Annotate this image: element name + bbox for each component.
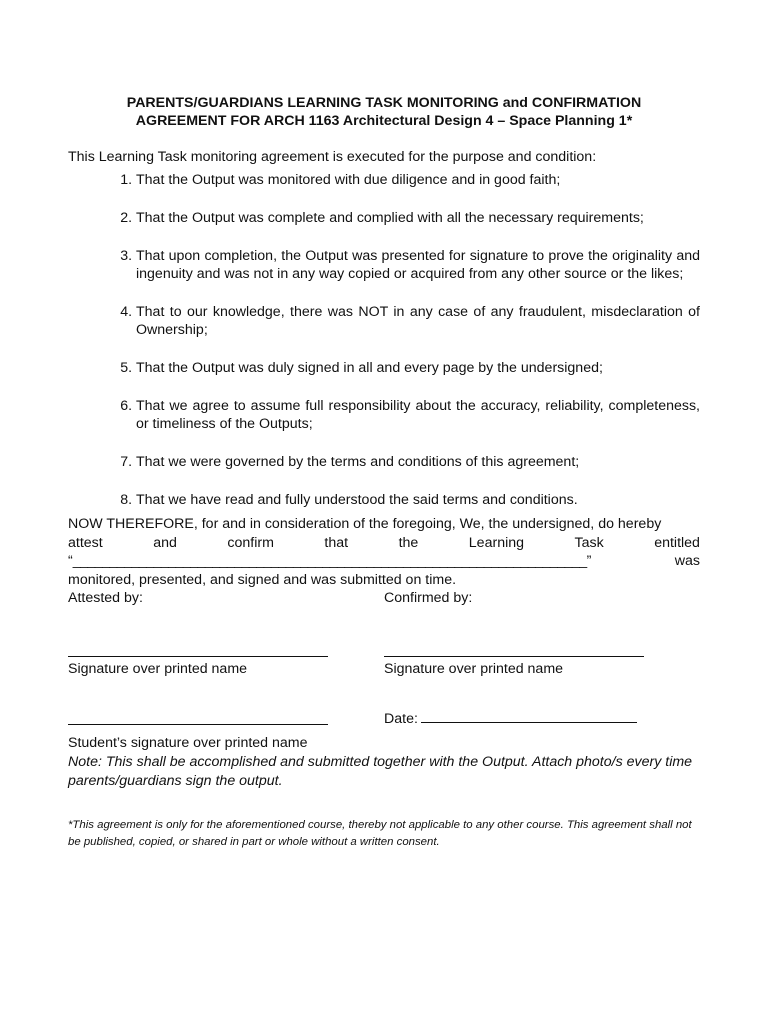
condition-item: 4. That to our knowledge, there was NOT in any case of any fraudulent, misdeclaration of Ownership; xyxy=(136,303,700,339)
word: that xyxy=(324,534,349,551)
conditions-list xyxy=(68,171,700,509)
parent-signature-line[interactable] xyxy=(68,655,328,657)
signature-label-right: Signature over printed name xyxy=(384,661,564,678)
open-quote: “ xyxy=(68,553,73,570)
was-word: was xyxy=(674,553,700,570)
condition-item: 6. That we agree to assume full responsibility about the accuracy, reliability, completeness, or timeliness of the Outputs; xyxy=(136,397,700,433)
close-quote: ” xyxy=(586,553,592,570)
word: Task xyxy=(574,534,604,551)
footnote-text: *This agreement is only for the aforementioned course, thereby not applicable to any other course. This agreement shall not be published, copied, or shared in part or whole without a written consent. xyxy=(68,819,692,849)
task-title-blank[interactable]: ______________________________________________________________________ xyxy=(72,553,587,570)
now-therefore-paragraph xyxy=(68,515,700,589)
word: and xyxy=(153,534,177,551)
word: confirm xyxy=(227,534,274,551)
condition-item: 3. That upon completion, the Output was presented for signature to prove the originality and ingenuity and was not in any way copied or acquired from any other source or the likes; xyxy=(136,247,700,283)
word: the xyxy=(398,534,419,551)
attested-by-label: Attested by: xyxy=(68,590,143,607)
title-line-1: PARENTS/GUARDIANS LEARNING TASK MONITORING and CONFIRMATION xyxy=(126,95,642,111)
condition-item: 1. That the Output was monitored with due diligence and in good faith; xyxy=(136,171,700,189)
signature-labels xyxy=(68,660,700,678)
condition-item: 2. That the Output was complete and complied with all the necessary requirements; xyxy=(136,209,700,227)
date-field xyxy=(384,710,700,728)
word: entitled xyxy=(654,534,700,551)
student-signature-label-row xyxy=(68,734,700,752)
document-title xyxy=(68,94,700,130)
date-line[interactable] xyxy=(421,710,637,723)
guardian-signature-line[interactable] xyxy=(384,655,644,657)
title-line-2: AGREEMENT FOR ARCH 1163 Architectural Design 4 – Space Planning 1* xyxy=(135,113,633,129)
word: attest xyxy=(68,534,103,551)
attest-confirm-labels xyxy=(68,589,700,607)
student-signature-label: Student’s signature over printed name xyxy=(68,735,308,752)
student-and-date-row xyxy=(68,710,700,728)
now-therefore-line-1: NOW THEREFORE, for and in consideration of the foregoing, We, the undersigned, do hereby xyxy=(68,516,662,532)
note-text: Note: This shall be accomplished and submitted together with the Output. Attach photo/s every time parents/guardians sign the output. xyxy=(68,754,693,790)
student-signature-line[interactable] xyxy=(68,723,328,725)
now-therefore-line-4: monitored, presented, and signed and was submitted on time. xyxy=(68,571,457,588)
condition-item: 8. That we have read and fully understood the said terms and conditions. xyxy=(136,491,700,509)
intro-text: This Learning Task monitoring agreement is executed for the purpose and condition: xyxy=(68,149,597,165)
task-title-blank-line xyxy=(68,552,700,571)
signature-label-left: Signature over printed name xyxy=(68,661,248,678)
word: Learning xyxy=(468,534,525,551)
condition-item: 5. That the Output was duly signed in all and every page by the undersigned; xyxy=(136,359,700,377)
now-therefore-line-2 xyxy=(68,534,700,553)
signature-lines xyxy=(68,655,700,657)
confirmed-by-label: Confirmed by: xyxy=(384,590,473,607)
date-label: Date: xyxy=(384,711,418,728)
condition-item: 7. That we were governed by the terms and conditions of this agreement; xyxy=(136,453,700,471)
